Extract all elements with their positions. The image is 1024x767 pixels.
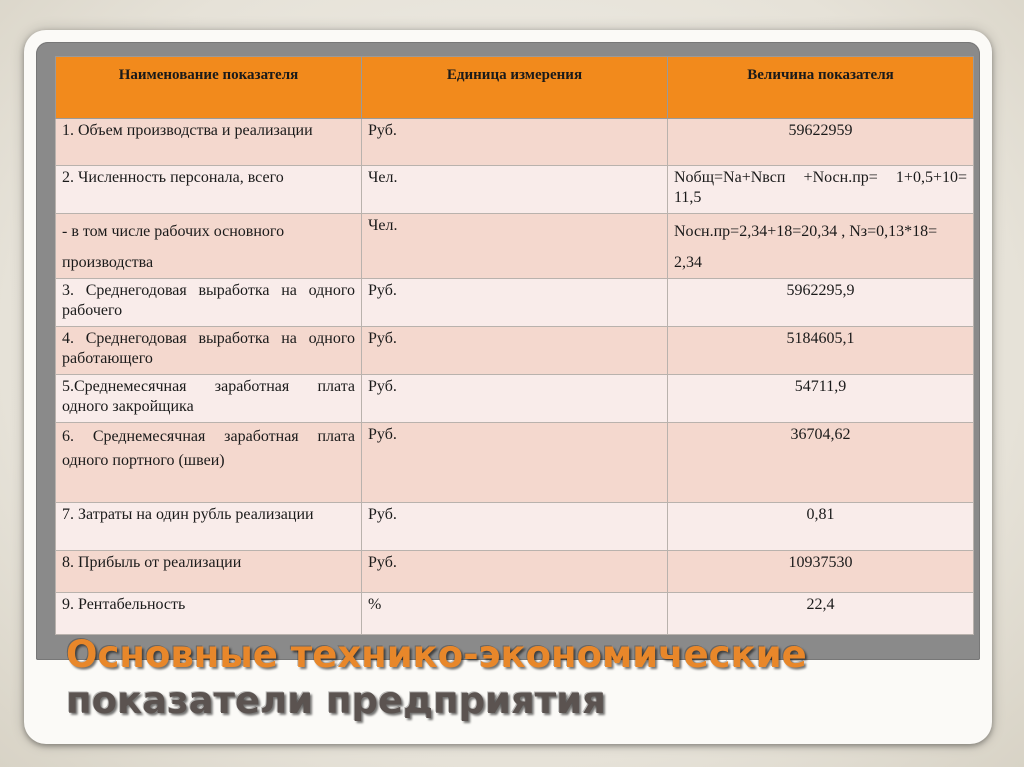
indicators-table bbox=[55, 56, 974, 635]
row-unit-cell: Руб. bbox=[362, 375, 668, 423]
row-unit-cell: Руб. bbox=[362, 327, 668, 375]
row-name-cell: 4. Среднегодовая выработка на одного работающего bbox=[56, 327, 362, 375]
table-row bbox=[56, 327, 974, 375]
row-unit-cell: Руб. bbox=[362, 119, 668, 166]
row-name-cell: - в том числе рабочих основного производства bbox=[56, 214, 362, 279]
table-row bbox=[56, 119, 974, 166]
row-value-cell: 0,81 bbox=[668, 503, 974, 551]
row-value-cell: 36704,62 bbox=[668, 423, 974, 503]
row-name-cell: 5.Среднемесячная заработная плата одного закройщика bbox=[56, 375, 362, 423]
row-value-cell: 5184605,1 bbox=[668, 327, 974, 375]
row-unit-cell: Чел. bbox=[362, 166, 668, 214]
table-row bbox=[56, 279, 974, 327]
row-value-cell: 22,4 bbox=[668, 593, 974, 635]
header-value: Величина показателя bbox=[668, 57, 974, 119]
header-name: Наименование показателя bbox=[56, 57, 362, 119]
row-unit-cell: % bbox=[362, 593, 668, 635]
indicators-table-container bbox=[55, 56, 973, 635]
header-unit: Единица измерения bbox=[362, 57, 668, 119]
row-value-cell: 59622959 bbox=[668, 119, 974, 166]
slide-title bbox=[66, 632, 966, 724]
row-unit-cell: Руб. bbox=[362, 279, 668, 327]
row-unit-cell: Руб. bbox=[362, 423, 668, 503]
table-row bbox=[56, 214, 974, 279]
row-value-cell: 10937530 bbox=[668, 551, 974, 593]
table-row bbox=[56, 551, 974, 593]
row-name-cell: 8. Прибыль от реализации bbox=[56, 551, 362, 593]
table-header-row bbox=[56, 57, 974, 119]
table-row bbox=[56, 423, 974, 503]
slide-title-line-1: Основные технико-экономические bbox=[66, 633, 807, 676]
row-value-cell: Nобщ=Na+Nвсп +Nосн.пр= 1+0,5+10= 11,5 bbox=[668, 166, 974, 214]
row-name-cell: 3. Среднегодовая выработка на одного рабочего bbox=[56, 279, 362, 327]
row-name-cell: 2. Численность персонала, всего bbox=[56, 166, 362, 214]
table-row bbox=[56, 503, 974, 551]
table-row bbox=[56, 593, 974, 635]
row-value-cell: 54711,9 bbox=[668, 375, 974, 423]
row-name-cell: 6. Среднемесячная заработная плата одного портного (швеи) bbox=[56, 423, 362, 503]
slide-title-line-2: показатели предприятия bbox=[66, 679, 606, 722]
table-row bbox=[56, 375, 974, 423]
row-unit-cell: Чел. bbox=[362, 214, 668, 279]
row-name-cell: 7. Затраты на один рубль реализации bbox=[56, 503, 362, 551]
row-value-cell: 5962295,9 bbox=[668, 279, 974, 327]
row-unit-cell: Руб. bbox=[362, 551, 668, 593]
row-unit-cell: Руб. bbox=[362, 503, 668, 551]
row-value-cell: Nосн.пр=2,34+18=20,34 , Nз=0,13*18= 2,34 bbox=[668, 214, 974, 279]
table-row bbox=[56, 166, 974, 214]
row-name-cell: 1. Объем производства и реализации bbox=[56, 119, 362, 166]
row-name-cell: 9. Рентабельность bbox=[56, 593, 362, 635]
